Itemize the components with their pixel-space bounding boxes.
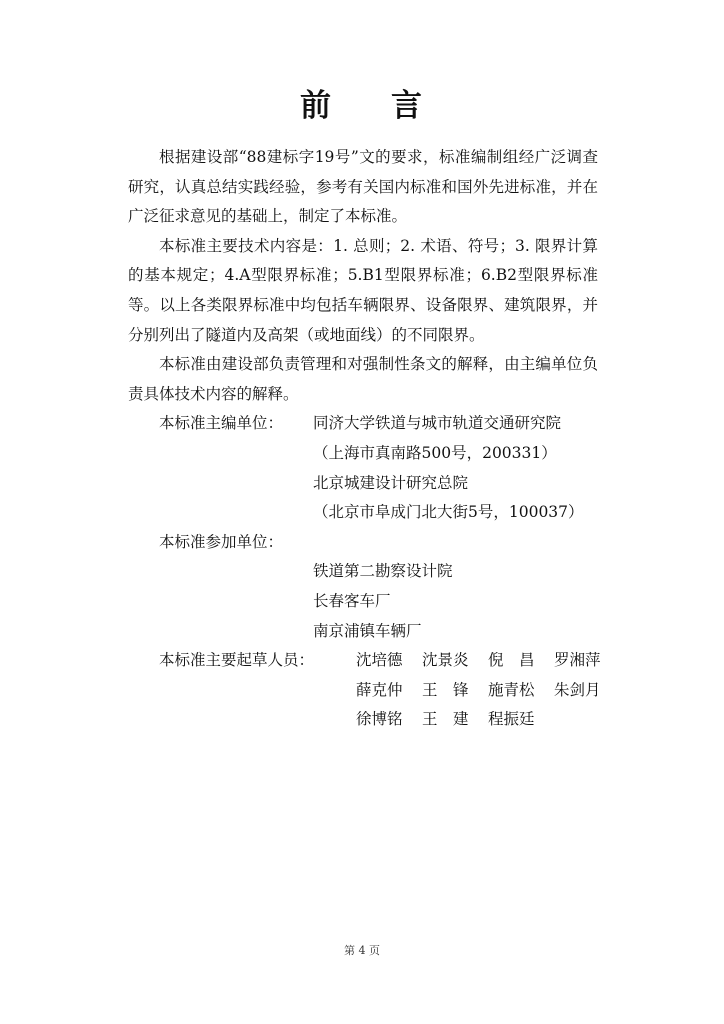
page-number: 第 4 页	[344, 944, 380, 957]
paragraph-basis: 根据建设部“88建标字19号”文的要求，标准编制组经广泛调查研究，认真总结实践经验，参考有关国内标准和国外先进标准，并在广泛征求意见的基础上，制定了本标准。	[128, 148, 598, 226]
participating-unit-line: 南京浦镇车辆厂	[313, 621, 422, 640]
drafters-section	[128, 646, 601, 735]
page-title	[0, 80, 724, 125]
title-char-2: 言	[391, 88, 424, 124]
participating-units-section	[128, 528, 598, 646]
title-char-1: 前	[300, 88, 333, 124]
drafter-name: 薛克仲	[356, 680, 403, 699]
chief-unit-line: 同济大学铁道与城市轨道交通研究院	[313, 414, 562, 433]
paragraph-contents: 本标准主要技术内容是：1. 总则；2. 术语、符号；3. 限界计算的基本规定；4.A型限界标准；5.B1型限界标准；6.B2型限界标准等。以上各类限界标准中均包括车辆限界、设备限界、建筑限界，并分别列出了隧道内及高架（或地面线）的不同限界。	[128, 236, 598, 344]
drafter-name: 朱剑月	[554, 680, 601, 699]
paragraph-management: 本标准由建设部负责管理和对强制性条文的解释，由主编单位负责具体技术内容的解释。	[128, 355, 598, 403]
participating-unit-line: 长春客车厂	[313, 591, 391, 610]
chief-units-label: 本标准主编单位：	[159, 414, 284, 433]
chief-unit-line: 北京城建设计研究总院	[313, 473, 469, 492]
chief-unit-line: （北京市阜成门北大街5号，100037）	[313, 503, 584, 522]
drafter-name: 王 锋	[422, 680, 469, 699]
drafter-name: 施青松	[488, 680, 535, 699]
drafter-name: 罗湘萍	[554, 651, 601, 670]
participating-units-label: 本标准参加单位：	[159, 532, 284, 551]
drafter-name: 沈培德	[356, 651, 403, 670]
drafters-label: 本标准主要起草人员：	[159, 651, 315, 670]
participating-unit-line: 铁道第二勘察设计院	[313, 562, 453, 581]
drafter-name: 沈景炎	[422, 651, 469, 670]
drafter-name: 徐博铭	[356, 710, 403, 729]
drafter-name: 程振廷	[488, 710, 535, 729]
document-body	[128, 143, 601, 735]
chief-unit-line: （上海市真南路500号，200331）	[313, 443, 557, 462]
drafter-name: 王 建	[422, 710, 469, 729]
chief-units-section	[128, 409, 598, 527]
drafter-name: 倪 昌	[488, 651, 535, 670]
